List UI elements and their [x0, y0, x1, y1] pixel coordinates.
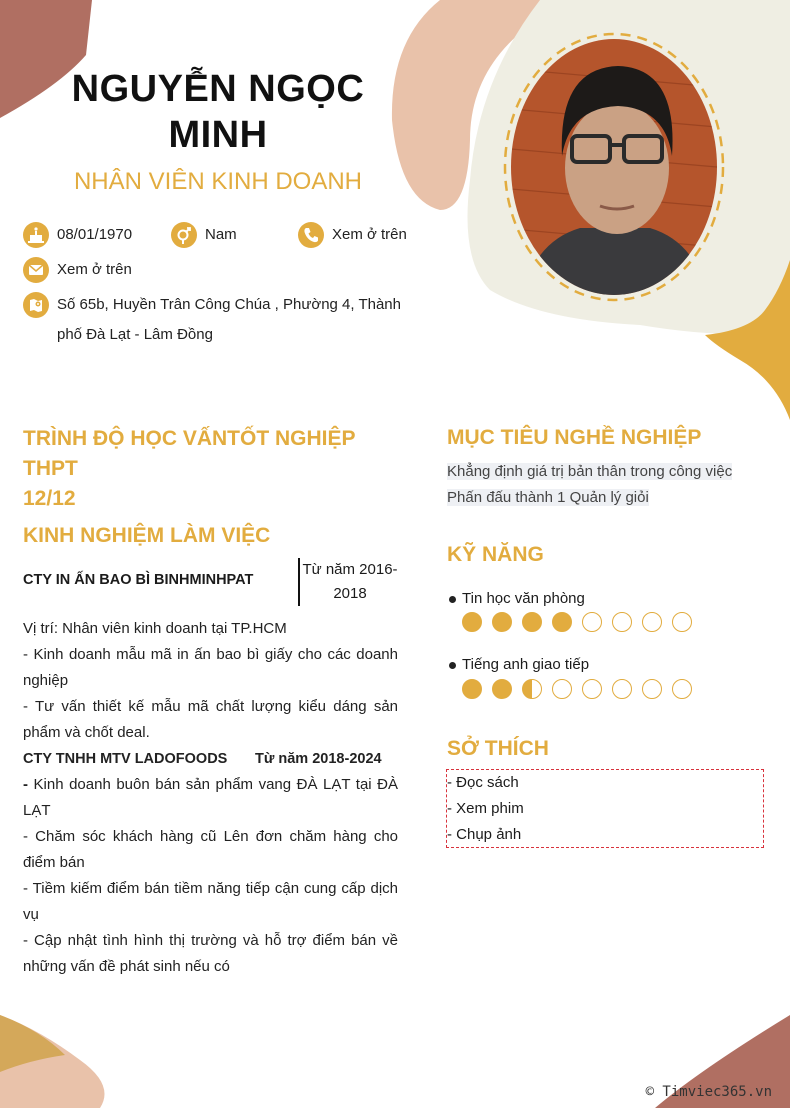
education-line-1: TRÌNH ĐỘ HỌC VẤNTỐT NGHIỆP THPT [23, 427, 356, 480]
c1-task-1-line-1: - Kinh doanh mẫu mã in ấn bao bì giấy cho các doanh [23, 646, 398, 663]
skill-rating-dot [672, 612, 692, 632]
footer-watermark: © Timviec365.vn [645, 1084, 772, 1100]
skill-rating-dot [492, 679, 512, 699]
hobby-item: - Đọc sách [447, 774, 519, 791]
skill-rating-dot [552, 679, 572, 699]
objective-heading: MỤC TIÊU NGHỀ NGHIỆP [447, 426, 702, 449]
hobbies-list [446, 769, 764, 848]
experience-heading: KINH NGHIỆM LÀM VIỆC [23, 524, 271, 547]
address-line-1: Số 65b, Huyền Trân Công Chúa , Phường 4, Thành [57, 296, 401, 313]
c1-position: Vị trí: Nhân viên kinh doanh tại TP.HCM [23, 620, 287, 637]
avatar [500, 28, 728, 308]
email-icon [23, 257, 49, 283]
c2-task-4-line-2: những vấn đề phát sinh nếu có [23, 958, 230, 975]
company-1-name: CTY IN ẤN BAO BÌ BINHMINHPAT [23, 572, 254, 588]
hobby-item: - Xem phim [447, 800, 524, 817]
skill-rating-dot [522, 612, 542, 632]
skill-1-bullet [449, 596, 456, 603]
c2-task-2-line-2: điểm bán [23, 854, 85, 871]
experience-details [23, 616, 398, 980]
skill-rating-dot [582, 612, 602, 632]
phone-value: Xem ở trên [332, 226, 407, 243]
c2-task-1-line-2: LẠT [23, 802, 51, 819]
c2-task-1-dash: - [23, 776, 28, 793]
period-1-line-2: 2018 [333, 585, 367, 602]
gender-value: Nam [205, 226, 237, 243]
skill-rating-dot [462, 679, 482, 699]
hobbies-heading: SỞ THÍCH [447, 737, 549, 760]
company-2-period: Từ năm 2018-2024 [255, 751, 382, 767]
skill-rating-dot [612, 679, 632, 699]
c2-task-1-text: Kinh doanh buôn bán sản phẩm vang ĐÀ LẠT tại ĐÀ [28, 776, 398, 793]
c2-task-3-line-2: vụ [23, 906, 39, 923]
skill-rating-dot [522, 679, 542, 699]
skill-rating-dot [552, 612, 572, 632]
birthday-cake-icon [23, 222, 49, 248]
company-2-name: CTY TNHH MTV LADOFOODS [23, 751, 228, 767]
objective-line-2: Phấn đấu thành 1 Quản lý giỏi [447, 489, 649, 506]
skill-rating-dot [612, 612, 632, 632]
address-value [57, 290, 401, 350]
c1-task-1-line-2: nghiệp [23, 672, 69, 689]
address-line-2: phố Đà Lạt - Lâm Đồng [57, 326, 213, 343]
name-line-1: NGUYỄN NGỌC [71, 68, 365, 110]
c2-task-2-line-1: - Chăm sóc khách hàng cũ Lên đơn chăm hàng cho [23, 828, 398, 845]
education-heading [23, 424, 413, 514]
email-value: Xem ở trên [57, 261, 132, 278]
c2-task-4-line-1: - Cập nhật tình hình thị trường và hỗ trợ điểm bán về [23, 932, 398, 949]
skills-heading: KỸ NĂNG [447, 543, 544, 566]
c1-task-2-line-2: phẩm và chốt deal. [23, 724, 150, 741]
company-2-row [23, 746, 398, 772]
skill-2-label: Tiếng anh giao tiếp [462, 656, 590, 673]
candidate-name [20, 66, 416, 158]
c2-task-1-line-1 [23, 772, 398, 798]
c2-task-3-line-1: - Tiềm kiếm điểm bán tiềm năng tiếp cận cung cấp dịch [23, 880, 398, 897]
skill-2-bullet [449, 662, 456, 669]
skill-rating-dot [642, 679, 662, 699]
education-line-2: 12/12 [23, 487, 76, 510]
c1-task-2-line-1: - Tư vấn thiết kế mẫu mã chất lượng kiểu dáng sản [23, 698, 398, 715]
period-1-line-1: Từ năm 2016- [302, 561, 398, 578]
phone-icon [298, 222, 324, 248]
hobby-item: - Chụp ảnh [447, 826, 522, 843]
address-map-icon [23, 292, 49, 318]
name-line-2: MINH [168, 114, 268, 156]
company-1-period [300, 558, 400, 606]
objective-line-1: Khẳng định giá trị bản thân trong công việc [447, 463, 733, 480]
skill-rating-dot [672, 679, 692, 699]
job-title: NHÂN VIÊN KINH DOANH [73, 168, 363, 195]
skill-rating-dot [492, 612, 512, 632]
skill-rating-dot [642, 612, 662, 632]
gender-icon [171, 222, 197, 248]
skill-rating-dot [582, 679, 602, 699]
objective-text [447, 459, 732, 511]
skill-rating-dot [462, 612, 482, 632]
skill-1-label: Tin học văn phòng [462, 590, 585, 607]
birthday-value: 08/01/1970 [57, 226, 133, 243]
